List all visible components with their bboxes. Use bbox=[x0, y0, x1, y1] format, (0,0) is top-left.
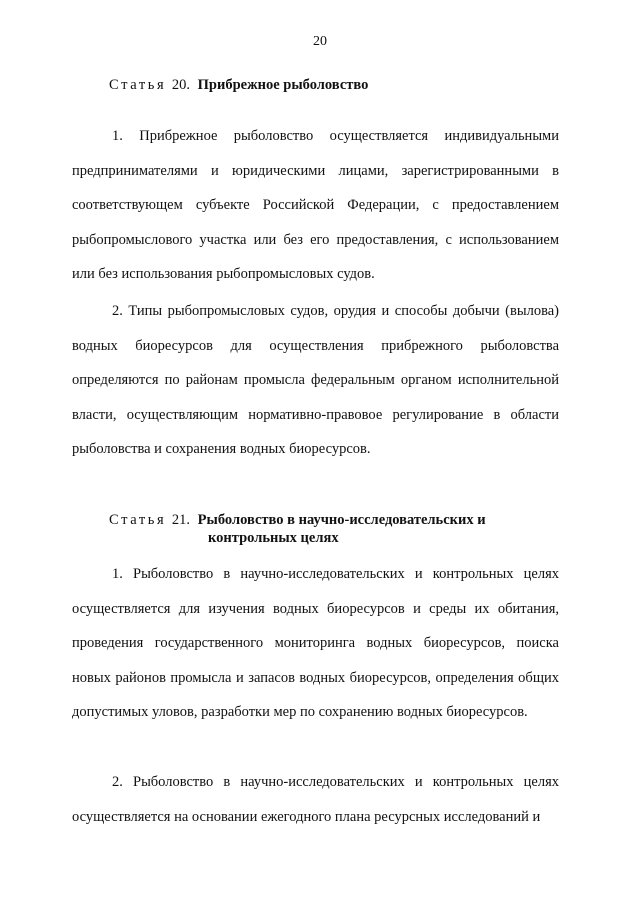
article-20-title: Прибрежное рыболовство bbox=[197, 77, 369, 93]
article-21-title-line-2: контрольных целях bbox=[208, 530, 339, 546]
article-20-paragraph-1: 1. Прибрежное рыболовство осуществляется индивидуальными предпринимателями и юридическими лицами, зарегистрированными в соответствующем субъекте Российской Федерации, с предоставлением рыбопромыслового участка или без его предоставления, с использованием или без использования рыбопромысловых судов. bbox=[72, 128, 559, 282]
article-20-paragraph-2: 2. Типы рыбопромысловых судов, орудия и способы добычи (вылова) водных биоресурсов для осуществления прибрежного рыболовства определяются по районам промысла федеральным органом исполнительной власти, осуществляющим нормативно-правовое регулирование в области рыболовства и сохранения водных биоресурсов. bbox=[72, 303, 559, 457]
article-20-number: 20. bbox=[171, 77, 191, 93]
article-21-paragraph-2: 2. Рыболовство в научно-исследовательских и контрольных целях осуществляется на основании ежегодного плана ресурсных исследований и bbox=[72, 774, 559, 825]
article-21-prefix: Статья bbox=[109, 512, 167, 528]
article-21-heading bbox=[109, 511, 569, 529]
article-21-title: Рыболовство в научно-исследовательских и bbox=[197, 512, 486, 528]
article-20-prefix: Статья bbox=[109, 77, 167, 93]
page-number: 20 bbox=[313, 34, 327, 49]
article-20-heading bbox=[109, 76, 569, 94]
article-21-paragraph-1: 1. Рыболовство в научно-исследовательских и контрольных целях осуществляется для изучения водных биоресурсов и среды их обитания, проведения государственного мониторинга водных биоресурсов, поиска новых районов промысла и запасов водных биоресурсов, определения общих допустимых уловов, разработки мер по сохранению водных биоресурсов. bbox=[72, 566, 559, 720]
article-21-number: 21. bbox=[171, 512, 191, 528]
